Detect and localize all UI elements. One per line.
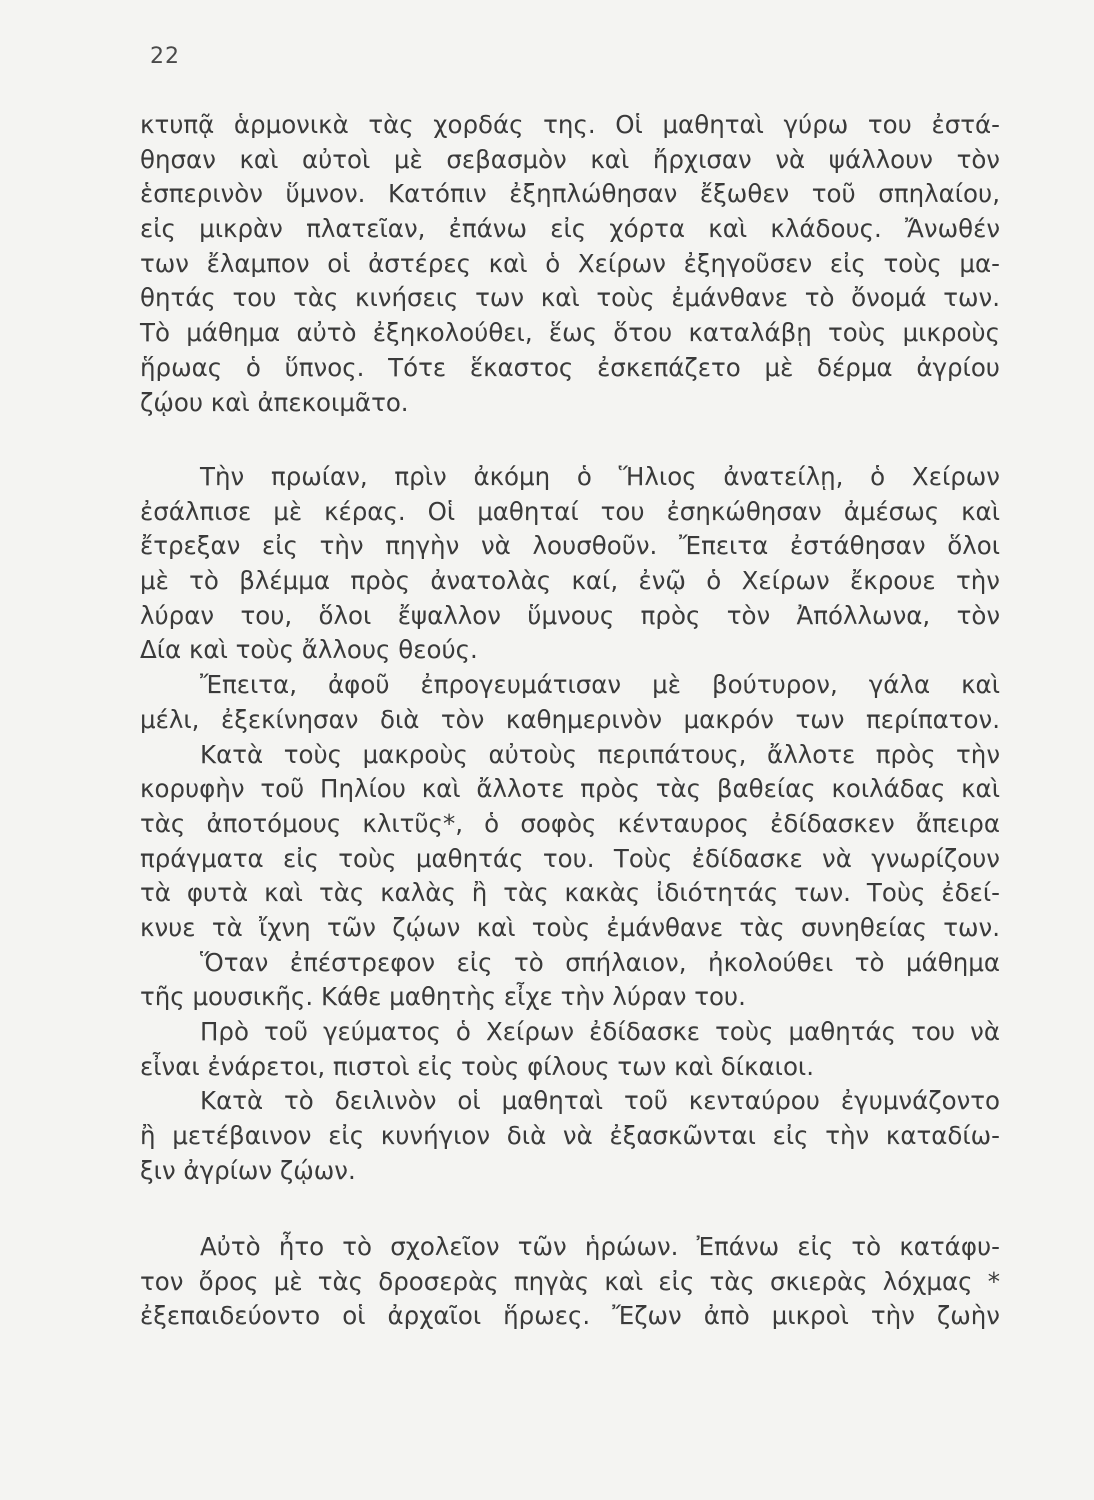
- text-line: ζῴου καὶ ἀπεκοιμᾶτο.: [140, 387, 409, 417]
- text-line: Τὸ μάθημα αὐτὸ ἐξηκολούθει, ἕως ὅτου καταλάβῃ τοὺς μικροὺς: [140, 318, 1000, 348]
- text-line: θητάς του τὰς κινήσεις των καὶ τοὺς ἐμάνθανε τὸ ὄνομά των.: [140, 283, 1000, 313]
- text-line: μέλι, ἐξεκίνησαν διὰ τὸν καθημερινὸν μακρόν των περίπατον.: [140, 704, 1000, 734]
- paragraph-block-daily-routine: [140, 460, 1000, 1188]
- text-line: Ἔπειτα, ἀφοῦ ἐπρογευμάτισαν μὲ βούτυρον, γάλα καὶ: [200, 670, 1000, 700]
- text-line: τον ὄρος μὲ τὰς δροσερὰς πηγὰς καὶ εἰς τὰς σκιερὰς λόχμας *: [140, 1266, 1000, 1296]
- text-line: ἐσάλπισε μὲ κέρας. Οἱ μαθηταί του ἐσηκώθησαν ἀμέσως καὶ: [140, 496, 1000, 526]
- text-line: κνυε τὰ ἴχνη τῶν ζῴων καὶ τοὺς ἐμάνθανε τὰς συνηθείας των.: [140, 912, 1000, 942]
- text-line: μὲ τὸ βλέμμα πρὸς ἀνατολὰς καί, ἐνῷ ὁ Χείρων ἔκρουε τὴν: [140, 566, 1000, 596]
- text-line: Ὅταν ἐπέστρεφον εἰς τὸ σπήλαιον, ἠκολούθει τὸ μάθημα: [200, 947, 1000, 977]
- text-line: ξιν ἀγρίων ζῴων.: [140, 1155, 356, 1185]
- paragraph-block-evening: [140, 108, 1000, 420]
- text-line: ἔτρεξαν εἰς τὴν πηγὴν νὰ λουσθοῦν. Ἔπειτα ἐστάθησαν ὅλοι: [140, 531, 1000, 561]
- text-line: Αὐτὸ ἦτο τὸ σχολεῖον τῶν ἡρώων. Ἐπάνω εἰς τὸ κατάφυ-: [200, 1232, 1000, 1261]
- text-line: τὰ φυτὰ καὶ τὰς καλὰς ἢ τὰς κακὰς ἰδιότητάς των. Τοὺς ἐδεί-: [140, 878, 1000, 908]
- paragraph-block-school-of-heroes: [140, 1230, 1000, 1334]
- text-line: εἰς μικρὰν πλατεῖαν, ἐπάνω εἰς χόρτα καὶ κλάδους. Ἄνωθέν: [140, 214, 1000, 244]
- text-line: Πρὸ τοῦ γεύματος ὁ Χείρων ἐδίδασκε τοὺς μαθητάς του νὰ: [200, 1017, 1000, 1046]
- text-line: κτυπᾷ ἁρμονικὰ τὰς χορδάς της. Οἱ μαθηταὶ γύρω του ἐστά-: [140, 110, 1000, 139]
- text-line: κορυφὴν τοῦ Πηλίου καὶ ἄλλοτε πρὸς τὰς βαθείας κοιλάδας καὶ: [140, 774, 1000, 804]
- text-line: πράγματα εἰς τοὺς μαθητάς του. Τοὺς ἐδίδασκε νὰ γνωρίζουν: [140, 843, 1000, 873]
- text-line: Κατὰ τοὺς μακροὺς αὐτοὺς περιπάτους, ἄλλοτε πρὸς τὴν: [200, 739, 1000, 769]
- text-line: Τὴν πρωίαν, πρὶν ἀκόμη ὁ Ἥλιος ἀνατείλῃ, ὁ Χείρων: [200, 462, 1000, 491]
- text-line: ἥρωας ὁ ὕπνος. Τότε ἕκαστος ἐσκεπάζετο μὲ δέρμα ἀγρίου: [140, 352, 1000, 382]
- text-line: των ἔλαμπον οἱ ἀστέρες καὶ ὁ Χείρων ἐξηγοῦσεν εἰς τοὺς μα-: [140, 248, 1000, 278]
- text-line: ἑσπερινὸν ὕμνον. Κατόπιν ἐξηπλώθησαν ἔξωθεν τοῦ σπηλαίου,: [140, 179, 1000, 209]
- text-line: εἶναι ἐνάρετοι, πιστοὶ εἰς τοὺς φίλους των καὶ δίκαιοι.: [140, 1051, 815, 1081]
- text-line: ἢ μετέβαινον εἰς κυνήγιον διὰ νὰ ἐξασκῶνται εἰς τὴν καταδίω-: [140, 1121, 1000, 1151]
- text-line: ἐξεπαιδεύοντο οἱ ἀρχαῖοι ἥρωες. Ἔζων ἀπὸ μικροὶ τὴν ζωὴν: [140, 1301, 1000, 1331]
- text-line: τῆς μουσικῆς. Κάθε μαθητὴς εἶχε τὴν λύραν του.: [140, 982, 746, 1012]
- text-line: θησαν καὶ αὐτοὶ μὲ σεβασμὸν καὶ ἤρχισαν νὰ ψάλλουν τὸν: [140, 144, 1000, 174]
- text-line: Δία καὶ τοὺς ἄλλους θεούς.: [140, 635, 478, 665]
- text-line: τὰς ἀποτόμους κλιτῦς*, ὁ σοφὸς κένταυρος ἐδίδασκεν ἄπειρα: [140, 808, 1000, 838]
- text-line: λύραν του, ὅλοι ἔψαλλον ὕμνους πρὸς τὸν Ἀπόλλωνα, τὸν: [140, 600, 1000, 630]
- page-number: 22: [150, 44, 180, 69]
- text-line: Κατὰ τὸ δειλινὸν οἱ μαθηταὶ τοῦ κενταύρου ἐγυμνάζοντο: [200, 1086, 1000, 1116]
